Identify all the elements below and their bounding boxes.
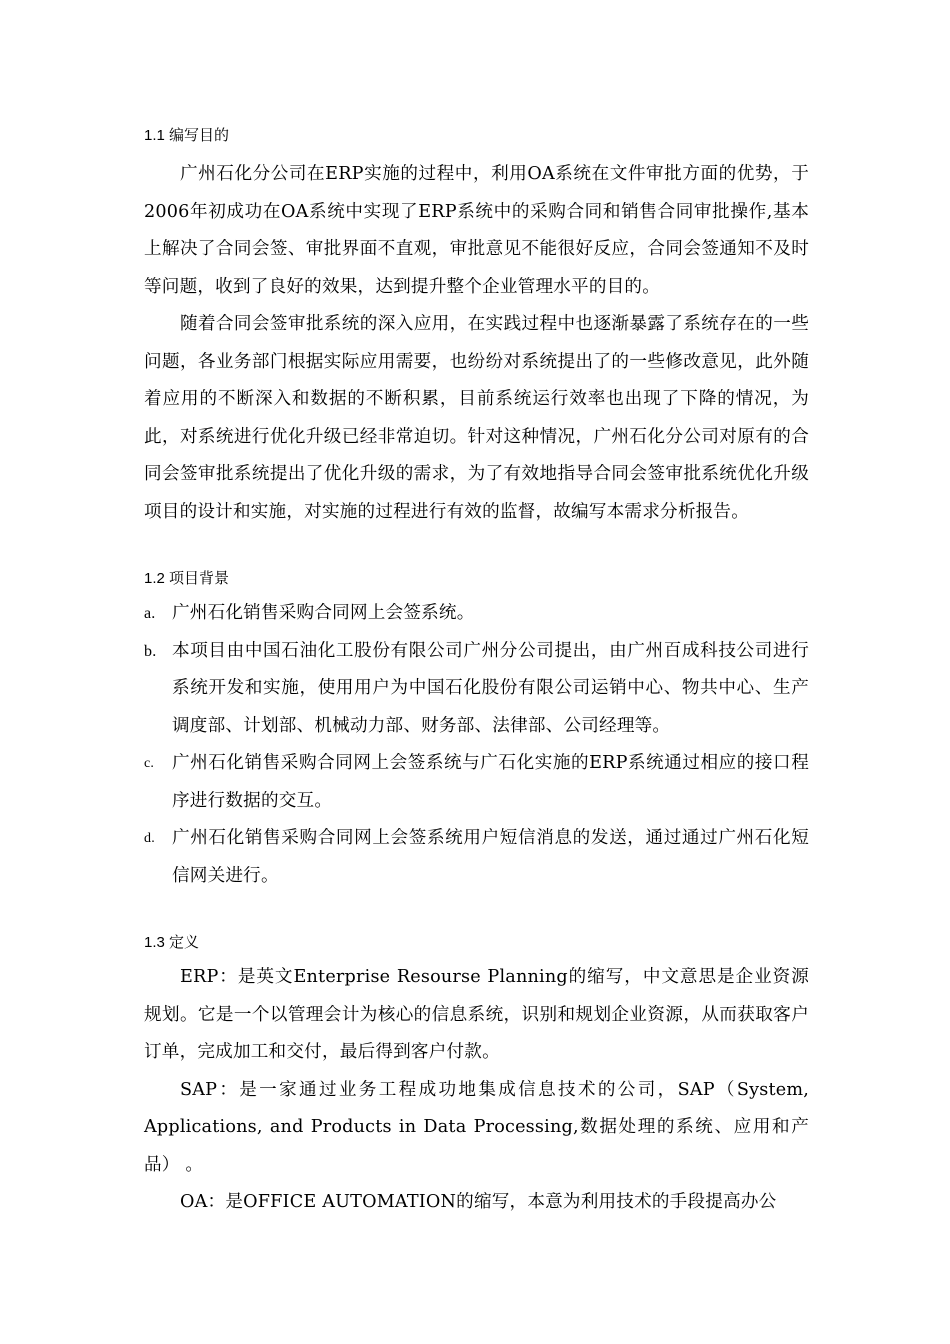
document-content xyxy=(144,124,809,1222)
paragraph: 广州石化分公司在ERP实施的过程中，利用OA系统在文件审批方面的优势，于2006年初成功在OA系统中实现了ERP系统中的采购合同和销售合同审批操作,基本上解决了合同会签、审批界面不直观，审批意见不能很好反应，合同会签通知不及时等问题，收到了良好的效果，达到提升整个企业管理水平的目的。 xyxy=(144,164,809,297)
list-item xyxy=(144,595,809,633)
definition-sap: SAP：是一家通过业务工程成功地集成信息技术的公司，SAP（System, Applications, and Products in Data Processing,数据处理的系统、应用和产品） 。 xyxy=(144,1079,809,1175)
list-item-text: 广州石化销售采购合同网上会签系统与广石化实施的ERP系统通过相应的接口程序进行数据的交互。 xyxy=(172,753,809,811)
section-background xyxy=(144,567,809,895)
list-item-text: 广州石化销售采购合同网上会签系统用户短信消息的发送，通过通过广州石化短信网关进行。 xyxy=(172,828,809,886)
list-marker: c. xyxy=(144,756,155,771)
list-item xyxy=(144,633,809,746)
paragraph: 随着合同会签审批系统的深入应用，在实践过程中也逐渐暴露了系统存在的一些问题，各业务部门根据实际应用需要，也纷纷对系统提出了的一些修改意见，此外随着应用的不断深入和数据的不断积累，目前系统运行效率也出现了下降的情况，为此，对系统进行优化升级已经非常迫切。针对这种情况，广州石化分公司对原有的合同会签审批系统提出了优化升级的需求，为了有效地指导合同会签审批系统优化升级项目的设计和实施，对实施的过程进行有效的监督，故编写本需求分析报告。 xyxy=(144,314,809,522)
definition-oa: OA：是OFFICE AUTOMATION的缩写，本意为利用技术的手段提高办公 xyxy=(180,1192,777,1212)
list-item xyxy=(144,745,809,820)
list-item-text: 广州石化销售采购合同网上会签系统。 xyxy=(172,603,475,623)
section-heading-background: 1.2 项目背景 xyxy=(144,570,230,587)
section-heading-purpose: 1.1 编写目的 xyxy=(144,127,230,144)
section-heading-definitions: 1.3 定义 xyxy=(144,934,200,951)
list-marker: a. xyxy=(144,605,156,622)
section-purpose xyxy=(144,124,809,531)
list-item xyxy=(144,820,809,895)
list-marker: b. xyxy=(144,642,157,660)
section-definitions xyxy=(144,931,809,1222)
list-marker: d. xyxy=(144,831,155,846)
list-item-text: 本项目由中国石油化工股份有限公司广州分公司提出，由广州百成科技公司进行系统开发和实施，使用用户为中国石化股份有限公司运销中心、物共中心、生产调度部、计划部、机械动力部、财务部、法律部、公司经理等。 xyxy=(172,640,809,736)
definition-erp: ERP：是英文Enterprise Resourse Planning的缩写，中文意思是企业资源规划。它是一个以管理会计为核心的信息系统，识别和规划企业资源，从而获取客户订单，完成加工和交付，最后得到客户付款。 xyxy=(144,967,809,1062)
